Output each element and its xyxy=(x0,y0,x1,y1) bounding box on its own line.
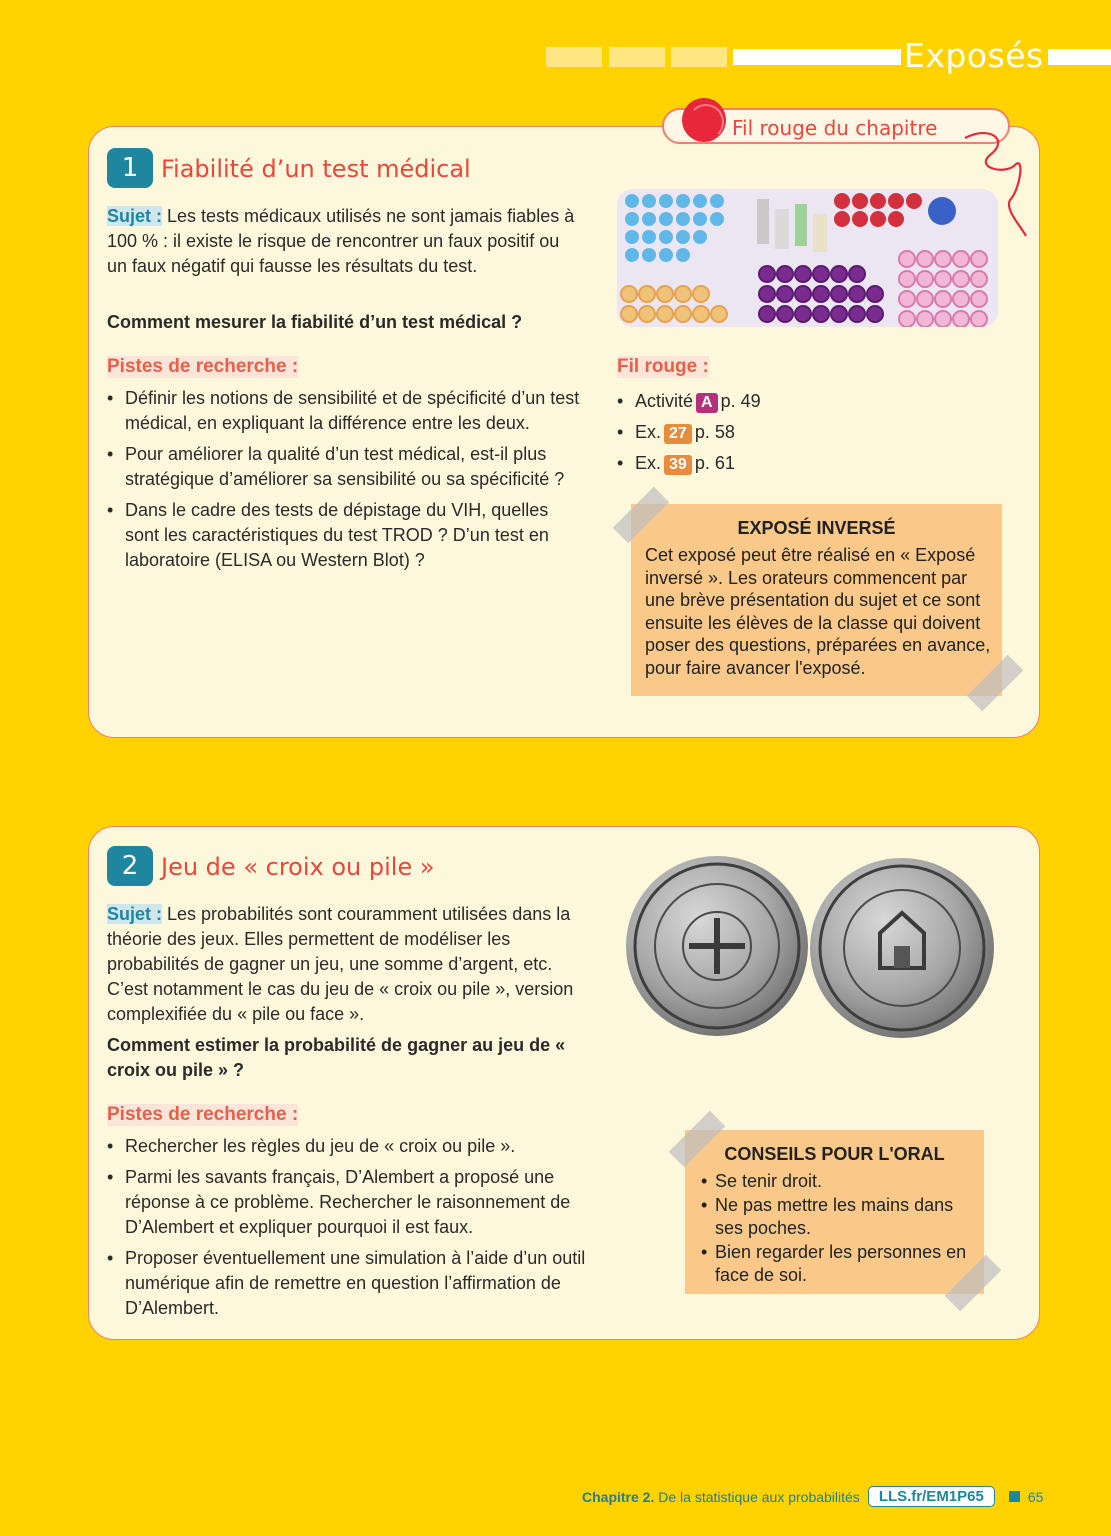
fil-rouge-item[interactable] xyxy=(617,386,761,417)
header-deco-segment xyxy=(671,47,727,67)
activity-badge: A xyxy=(696,393,718,413)
note-title: EXPOSÉ INVERSÉ xyxy=(737,518,896,538)
fil-rouge-prefix: Ex. xyxy=(635,422,662,442)
sujet-text: Les tests médicaux utilisés ne sont jamais fiables à 100 % : il existe le risque de rencontrer un faux positif ou un faux négatif qui fausse les résultats du test. xyxy=(107,206,575,276)
footer-link[interactable]: LLS.fr/EM1P65 xyxy=(868,1486,995,1507)
fil-rouge-page: p. 58 xyxy=(694,422,735,442)
fil-rouge-list xyxy=(617,386,761,479)
lab-test-tubes-photo xyxy=(617,189,998,327)
footer-chapter: Chapitre 2. xyxy=(582,1488,655,1505)
footer-chapter-title: De la statistique aux probabilités xyxy=(654,1488,860,1505)
exercise-badge: 27 xyxy=(664,424,692,444)
sujet-paragraph xyxy=(107,204,577,279)
header-deco-line xyxy=(733,49,901,65)
exercise-badge: 39 xyxy=(664,455,692,475)
pistes-list xyxy=(107,386,587,579)
list-item: • Ne pas mettre les mains dans ses poches. xyxy=(701,1194,954,1238)
conseil-text: Se tenir droit. xyxy=(715,1171,823,1191)
page-footer xyxy=(582,1486,1043,1507)
sujet-label: Sujet : xyxy=(107,904,163,924)
header-deco-segment xyxy=(546,47,602,67)
research-question: Comment mesurer la fiabilité d’un test médical ? xyxy=(107,312,523,332)
section-title: Exposés xyxy=(904,36,1044,75)
pistes-list xyxy=(107,1134,587,1327)
sujet-text: Les probabilités sont couramment utilisées dans la théorie des jeux. Elles permettent de modéliser les probabilités de gagner un jeu, une somme d’argent, etc. C’est notamment le cas du jeu de « croix ou pile », version complexifiée du « pile ou face ». xyxy=(107,904,574,1024)
expose-title: Fiabilité d’un test médical xyxy=(161,155,471,183)
coin-reverse-photo xyxy=(810,858,994,1038)
expose-number: 2 xyxy=(107,846,153,886)
fil-rouge-item[interactable] xyxy=(617,448,761,479)
fil-rouge-label: Fil rouge : xyxy=(617,356,709,377)
note-title: CONSEILS POUR L'ORAL xyxy=(724,1144,945,1164)
header-deco-segment xyxy=(609,47,665,67)
list-item: • Bien regarder les personnes en face de soi. xyxy=(701,1241,967,1285)
list-item: • Rechercher les règles du jeu de « croix ou pile ». xyxy=(107,1134,587,1159)
expose-number: 1 xyxy=(107,148,153,188)
conseil-text: Ne pas mettre les mains dans ses poches. xyxy=(715,1194,954,1238)
list-item: • Parmi les savants français, D’Alembert a proposé une réponse à ce problème. Rechercher le raisonnement de D’Alembert et expliquer pourquoi il est faux. xyxy=(107,1165,587,1240)
list-item: • Se tenir droit. xyxy=(701,1171,823,1191)
fil-rouge-page: p. 49 xyxy=(720,391,761,411)
sujet-label: Sujet : xyxy=(107,206,163,226)
list-item: • Dans le cadre des tests de dépistage du VIH, quelles sont les caractéristiques du test TROD ? D’un test en laboratoire (ELISA ou Western Blot) ? xyxy=(107,498,587,573)
conseil-text: Bien regarder les personnes en face de soi. xyxy=(715,1241,967,1285)
page-number: 65 xyxy=(1027,1488,1044,1505)
fil-rouge-tag-label: Fil rouge du chapitre xyxy=(732,116,938,140)
research-question: Comment estimer la probabilité de gagner au jeu de « croix ou pile » ? xyxy=(107,1035,566,1080)
coin-obverse-photo xyxy=(626,856,808,1036)
footer-square-icon xyxy=(1009,1491,1020,1502)
conseils-oral-note xyxy=(685,1130,984,1294)
list-item: • Définir les notions de sensibilité et de spécificité d’un test médical, en expliquant la différence entre les deux. xyxy=(107,386,587,436)
fil-rouge-prefix: Activité xyxy=(635,391,694,411)
conseils-list xyxy=(701,1170,971,1288)
list-item: • Proposer éventuellement une simulation à l’aide d’un outil numérique afin de remettre en question l’affirmation de D’Alembert. xyxy=(107,1246,587,1321)
fil-rouge-page: p. 61 xyxy=(694,453,735,473)
note-text: Cet exposé peut être réalisé en « Exposé inversé ». Les orateurs commencent par une brève présentation du sujet et ce sont ensuite les élèves de la classe qui doivent poser des questions, préparées en avance, pour faire avancer l'exposé. xyxy=(645,545,991,678)
fil-rouge-item[interactable] xyxy=(617,417,761,448)
header-deco-tail xyxy=(1048,49,1111,65)
yarn-ball-icon xyxy=(682,98,726,142)
expose-inverse-note xyxy=(631,504,1002,696)
fil-rouge-prefix: Ex. xyxy=(635,453,662,473)
pistes-label: Pistes de recherche : xyxy=(107,1104,299,1125)
expose-title: Jeu de « croix ou pile » xyxy=(161,853,435,881)
list-item: • Pour améliorer la qualité d’un test médical, est-il plus stratégique d’améliorer sa sensibilité ou sa spécificité ? xyxy=(107,442,587,492)
pistes-label: Pistes de recherche : xyxy=(107,356,299,377)
sujet-paragraph xyxy=(107,902,585,1027)
